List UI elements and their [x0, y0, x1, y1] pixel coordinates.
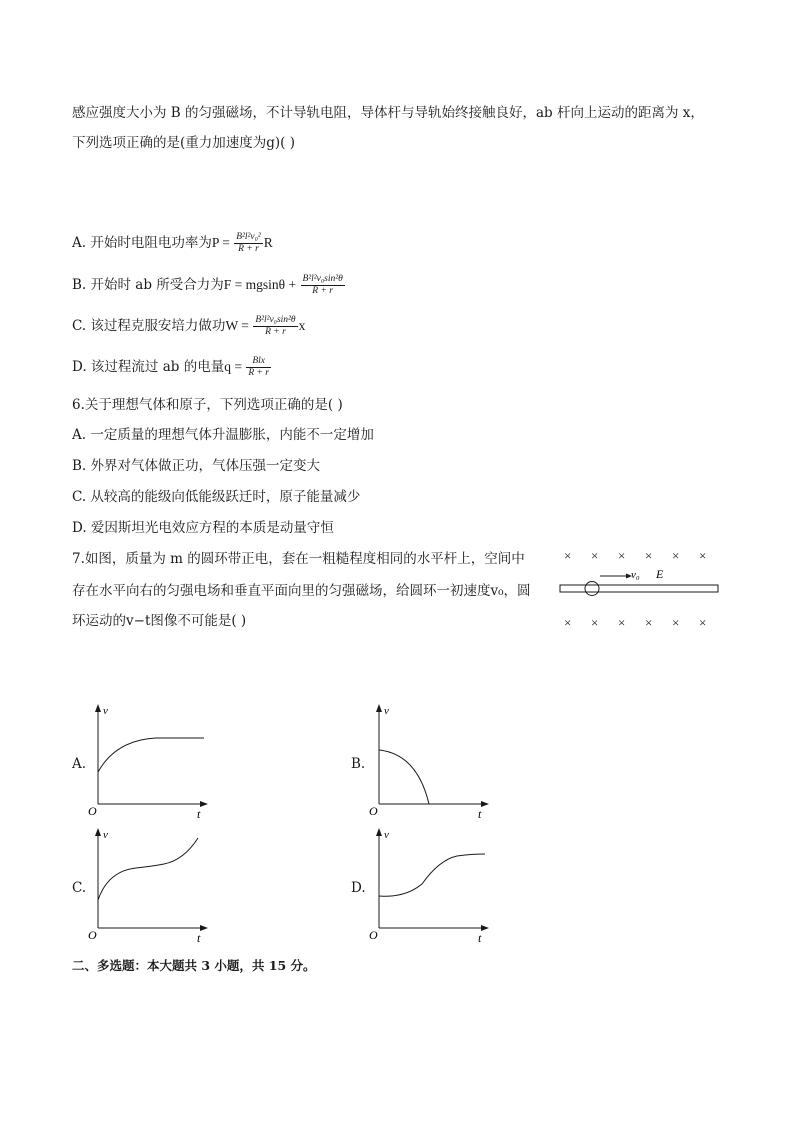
- option-c-tail: x: [298, 318, 306, 333]
- q6-stem: 6.关于理想气体和原子，下列选项正确的是( ): [72, 397, 343, 413]
- graph-d-t-label: t: [478, 931, 482, 945]
- option-d-numerator: Blx: [246, 356, 271, 368]
- question-stem-line-1: 感应强度大小为 B 的匀强磁场，不计导轨电阻，导体杆与导轨始终接触良好，ab 杆向上运动的距离为 x，: [72, 105, 704, 121]
- graph-d: [367, 826, 497, 946]
- option-a-text: A. 开始时电阻电功率为: [72, 235, 212, 251]
- graph-d-curve: [379, 854, 485, 896]
- option-d-text: D. 该过程流过 ab 的电量: [72, 359, 225, 375]
- q7-stem-line-2: 存在水平向右的匀强电场和垂直平面向里的匀强磁场，给圆环一初速度v₀，圆: [72, 583, 531, 599]
- magnetic-field-crosses-bottom: [564, 615, 706, 630]
- cross-mark: ×: [564, 548, 572, 563]
- q6-option-d: D. 爱因斯坦光电效应方程的本质是动量守恒: [72, 520, 334, 536]
- graph-c-t-label: t: [197, 931, 201, 945]
- graph-d-v-label: v: [384, 829, 389, 841]
- section-heading: 二、多选题：本大题共 3 小题，共 15 分。: [72, 958, 316, 973]
- option-c-text: C. 该过程克服安培力做功: [72, 318, 226, 334]
- v0-label: v₀: [631, 569, 640, 581]
- graph-a: [86, 702, 216, 822]
- graph-c-origin: O: [88, 928, 97, 942]
- graph-c: [86, 826, 216, 946]
- option-b-denominator: R + r: [312, 286, 333, 296]
- graph-a-t-label: t: [197, 807, 201, 821]
- cross-mark: ×: [564, 615, 572, 630]
- graph-c-option-label: C.: [72, 880, 87, 896]
- option-d-denominator: R + r: [248, 368, 269, 378]
- option-d: [72, 352, 272, 382]
- cross-mark: ×: [672, 548, 680, 563]
- graph-b-v-label: v: [384, 705, 389, 717]
- horizontal-rod: [560, 585, 718, 592]
- option-c-denominator: R + r: [265, 327, 286, 337]
- q6-option-a: A. 一定质量的理想气体升温膨胀，内能不一定增加: [72, 427, 374, 443]
- option-b: [72, 270, 346, 300]
- graph-a-origin: O: [88, 804, 97, 818]
- graph-a-option-label: A.: [72, 756, 87, 772]
- q6-option-c: C. 从较高的能级向低能级跃迁时，原子能量减少: [72, 489, 361, 505]
- option-a-denominator: R + r: [238, 244, 259, 254]
- graph-b: [367, 702, 497, 822]
- graph-c-x-arrow: [200, 925, 208, 931]
- q6-option-b: B. 外界对气体做正功，气体压强一定变大: [72, 458, 321, 474]
- graph-a-x-arrow: [200, 801, 208, 807]
- graph-c-v-label: v: [103, 829, 108, 841]
- graph-a-y-arrow: [95, 704, 101, 712]
- cross-mark: ×: [645, 548, 653, 563]
- cross-mark: ×: [591, 615, 599, 630]
- graph-d-y-arrow: [376, 828, 382, 836]
- option-a-tail: R: [263, 235, 273, 250]
- graph-d-origin: O: [369, 928, 378, 942]
- option-c-numerator: B²l²v₀sin²θ: [255, 315, 296, 325]
- option-a-numerator: B²l²v₀²: [236, 232, 261, 242]
- graph-d-option-label: D.: [351, 880, 366, 896]
- option-c-fraction: [253, 315, 297, 338]
- option-b-fraction: [301, 274, 345, 297]
- graph-c-curve: [98, 838, 198, 900]
- graph-d-x-arrow: [481, 925, 489, 931]
- graph-b-curve: [379, 750, 429, 804]
- option-a-lhs: P =: [211, 235, 234, 250]
- option-a: [72, 228, 273, 258]
- cross-mark: ×: [699, 548, 707, 563]
- cross-mark: ×: [699, 615, 707, 630]
- graph-b-option-label: B.: [351, 756, 366, 772]
- option-a-fraction: [234, 232, 263, 255]
- graph-a-v-label: v: [103, 705, 108, 717]
- option-d-fraction: [246, 356, 271, 379]
- q7-stem-line-1: 7.如图，质量为 m 的圆环带正电，套在一粗糙程度相同的水平杆上，空间中: [72, 551, 525, 567]
- option-b-lhs: F = mgsinθ +: [223, 277, 300, 292]
- q7-stem-line-3: 环运动的v−t图像不可能是( ): [72, 613, 247, 629]
- graph-b-origin: O: [369, 804, 378, 818]
- cross-mark: ×: [591, 548, 599, 563]
- option-d-lhs: q =: [224, 359, 246, 374]
- option-c-lhs: W =: [225, 318, 253, 333]
- cross-mark: ×: [618, 548, 626, 563]
- graph-b-x-arrow: [481, 801, 489, 807]
- magnetic-field-crosses-top: [564, 548, 706, 563]
- cross-mark: ×: [618, 615, 626, 630]
- q7-field-figure: [552, 545, 732, 635]
- e-field-label: E: [656, 567, 664, 581]
- cross-mark: ×: [672, 615, 680, 630]
- graph-b-y-arrow: [376, 704, 382, 712]
- graph-a-curve: [98, 738, 204, 772]
- cross-mark: ×: [645, 615, 653, 630]
- graph-b-t-label: t: [478, 807, 482, 821]
- graph-c-y-arrow: [95, 828, 101, 836]
- option-b-text: B. 开始时 ab 所受合力为: [72, 277, 224, 293]
- option-b-numerator: B²l²v₀sin²θ: [302, 274, 343, 284]
- option-c: [72, 311, 305, 341]
- question-stem-line-2: 下列选项正确的是(重力加速度为g)( ): [72, 135, 296, 151]
